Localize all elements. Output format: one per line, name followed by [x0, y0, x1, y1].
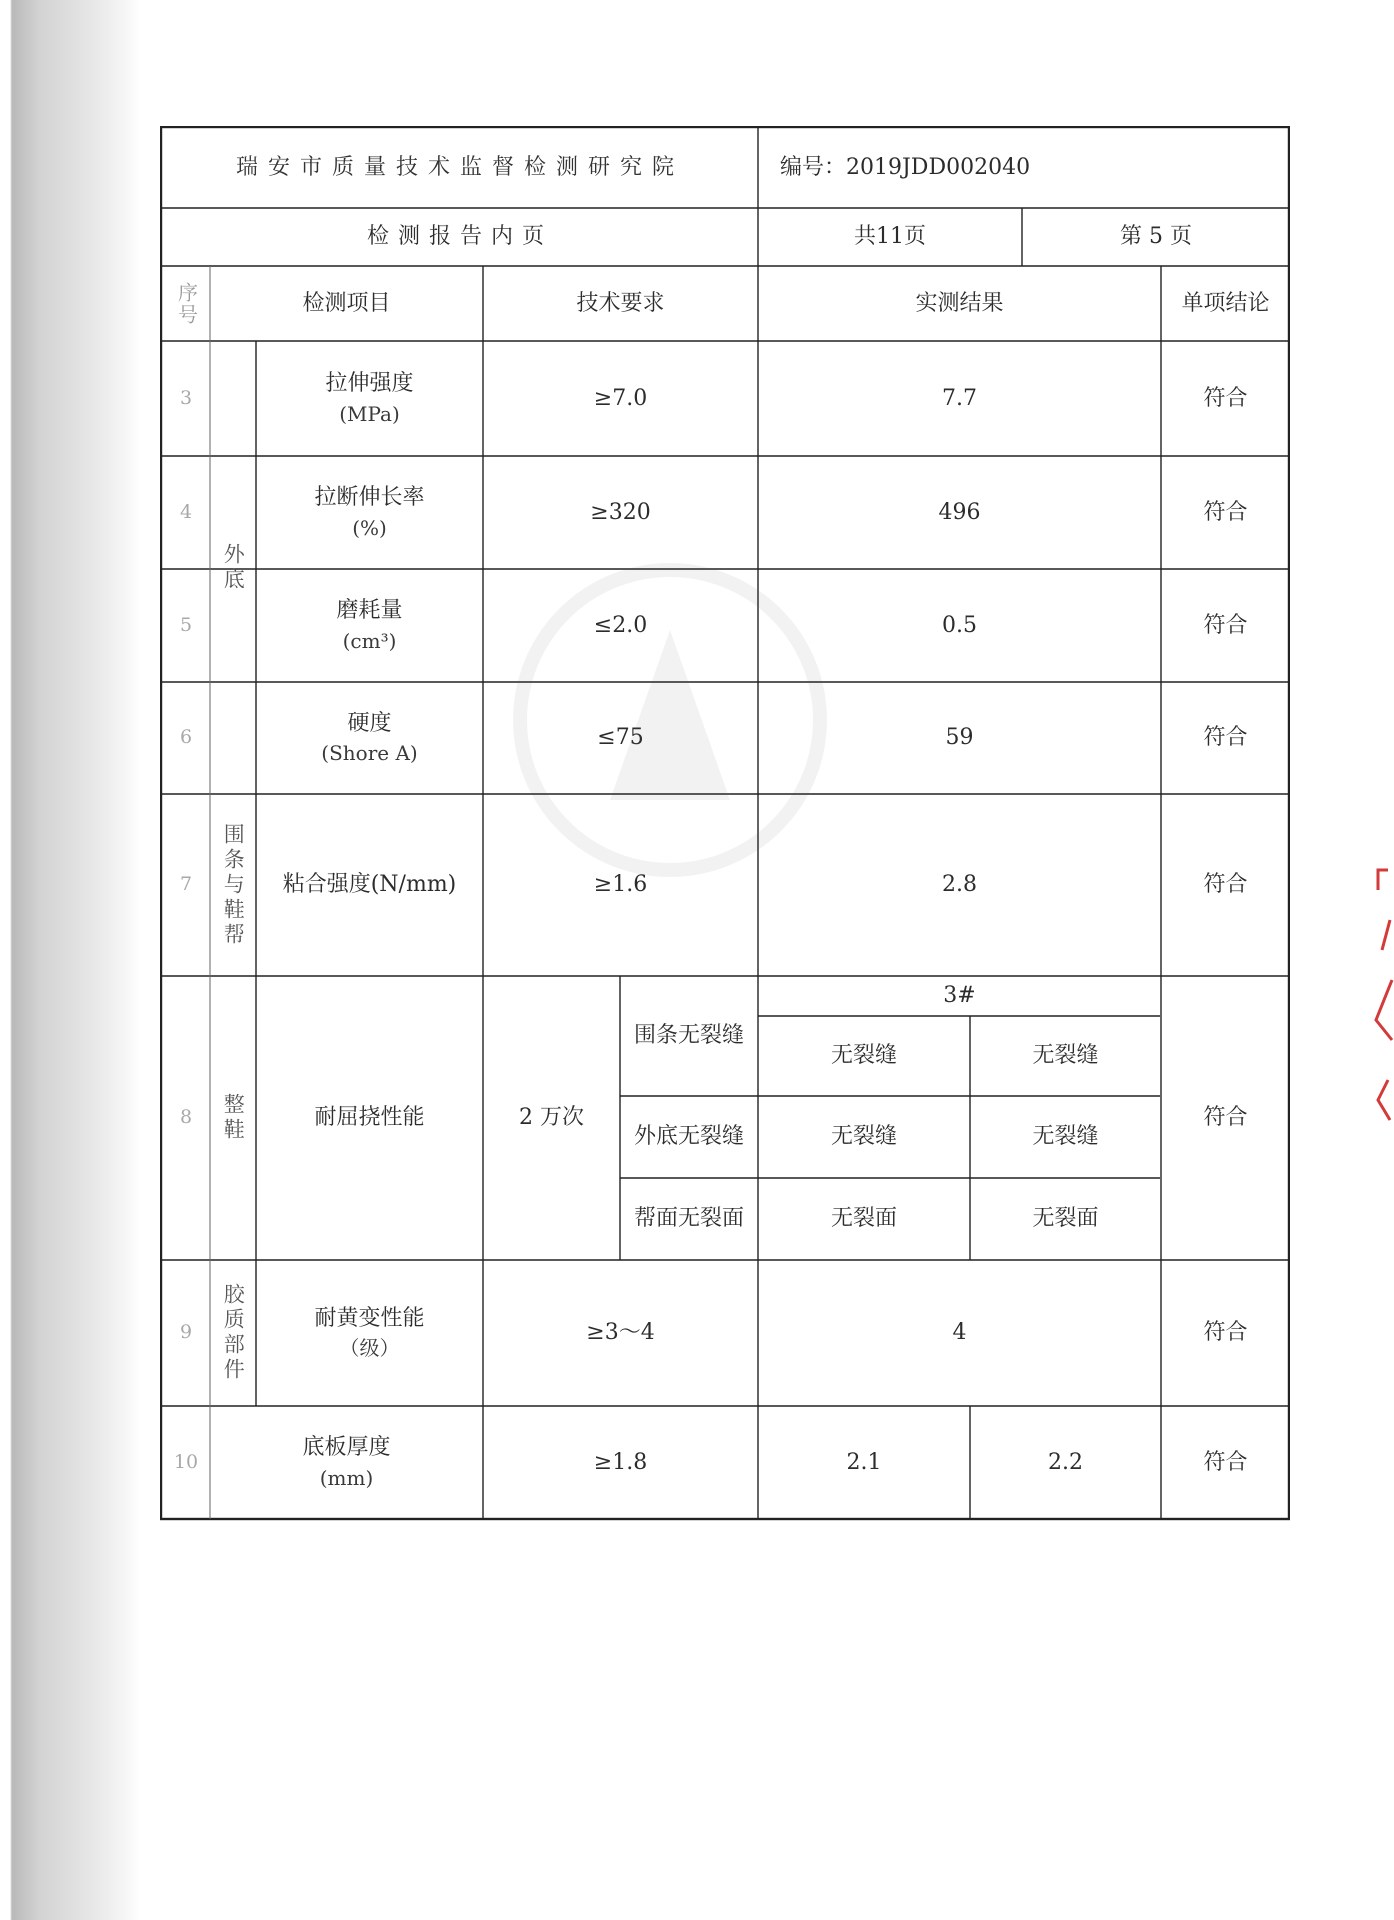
result-value-left: 2.1: [846, 1449, 882, 1475]
table-row: [256, 682, 483, 794]
item-name: 底板厚度: [302, 1435, 391, 1461]
institute-name: 瑞安市质量技术监督检测研究院: [235, 155, 684, 181]
row-seq: 3: [179, 386, 193, 409]
item-name: 耐黄变性能: [314, 1305, 425, 1331]
report-subtitle: 检测报告内页: [366, 224, 553, 250]
item-unit: (mm): [319, 1465, 374, 1490]
row-seq: 10: [173, 1450, 199, 1473]
report-number: 编号：2019JDD002040: [780, 155, 1031, 181]
conclusion-value: 符合: [1203, 385, 1248, 411]
column-header-requirement: 技术要求: [576, 290, 665, 316]
check-result-right: 无裂缝: [1032, 1124, 1099, 1150]
group-label-rand-upper: 围条与鞋帮: [221, 822, 246, 948]
scan-binding-shadow: [0, 0, 140, 1920]
result-value: 7.7: [942, 385, 977, 411]
check-result-left: 无裂面: [830, 1206, 897, 1232]
requirement-value: ≤75: [597, 725, 644, 751]
conclusion-value: 符合: [1203, 612, 1248, 638]
table-row: [256, 569, 483, 682]
check-label: 外底无裂缝: [633, 1124, 744, 1150]
row-seq: 6: [179, 726, 193, 749]
result-value: 496: [938, 499, 981, 525]
check-result-right: 无裂缝: [1032, 1043, 1099, 1069]
item-unit: (cm³): [342, 628, 397, 653]
check-label: 帮面无裂面: [633, 1206, 744, 1232]
group-label-outsole: 外底: [221, 542, 246, 593]
row-seq: 9: [179, 1321, 193, 1344]
conclusion-value: 符合: [1203, 1105, 1248, 1131]
check-result-right: 无裂面: [1032, 1206, 1099, 1232]
result-value: 59: [945, 725, 974, 751]
requirement-value: ≥1.8: [593, 1449, 648, 1475]
check-label: 围条无裂缝: [633, 1023, 744, 1049]
requirement-value: ≤2.0: [593, 612, 648, 638]
column-header-seq: 序号: [174, 281, 199, 326]
requirement-value: ≥1.6: [593, 872, 648, 898]
row-seq: 8: [179, 1106, 193, 1129]
table-row: [256, 456, 483, 569]
item-name: 磨耗量: [336, 598, 403, 624]
row-seq: 5: [179, 613, 193, 636]
item-name: 硬度: [347, 710, 392, 736]
check-result-left: 无裂缝: [830, 1043, 897, 1069]
group-label-whole-shoe: 整鞋: [221, 1093, 246, 1143]
item-unit: (MPa): [339, 401, 400, 426]
item-name: 粘合强度(N/mm): [282, 872, 457, 898]
column-header-item: 检测项目: [302, 290, 391, 316]
item-name: 拉断伸长率: [314, 485, 425, 511]
conclusion-value: 符合: [1203, 872, 1248, 898]
requirement-value: ≥320: [590, 499, 651, 525]
item-name: 耐屈挠性能: [314, 1105, 425, 1131]
conclusion-value: 符合: [1203, 499, 1248, 525]
sample-id: 3#: [943, 983, 976, 1009]
item-unit: (%): [352, 515, 387, 540]
table-row: [256, 341, 483, 456]
column-header-conclusion: 单项结论: [1181, 290, 1270, 316]
check-result-left: 无裂缝: [830, 1124, 897, 1150]
item-unit: (Shore A): [321, 741, 418, 766]
total-pages: 共11页: [854, 224, 926, 250]
conclusion-value: 符合: [1203, 1449, 1248, 1475]
requirement-value: 2 万次: [519, 1105, 584, 1131]
result-value: 2.8: [942, 872, 977, 898]
seal-stamp-edge: [1368, 850, 1394, 1130]
column-header-result: 实测结果: [915, 290, 1004, 316]
requirement-value: ≥7.0: [593, 385, 648, 411]
result-value-right: 2.2: [1048, 1449, 1083, 1475]
result-value: 0.5: [942, 612, 977, 638]
result-value: 4: [952, 1320, 967, 1346]
row-seq: 7: [179, 873, 193, 896]
table-row: [210, 1406, 483, 1519]
table-row: [256, 1260, 483, 1406]
conclusion-value: 符合: [1203, 1320, 1248, 1346]
item-name: 拉伸强度: [325, 371, 414, 397]
row-seq: 4: [179, 500, 193, 523]
requirement-value: ≥3～4: [586, 1320, 655, 1346]
item-unit: （级）: [339, 1336, 400, 1361]
watermark-emblem: [460, 540, 880, 900]
conclusion-value: 符合: [1203, 725, 1248, 751]
page-number: 第 5 页: [1120, 224, 1192, 250]
group-label-rubber-parts: 胶质部件: [221, 1283, 246, 1383]
